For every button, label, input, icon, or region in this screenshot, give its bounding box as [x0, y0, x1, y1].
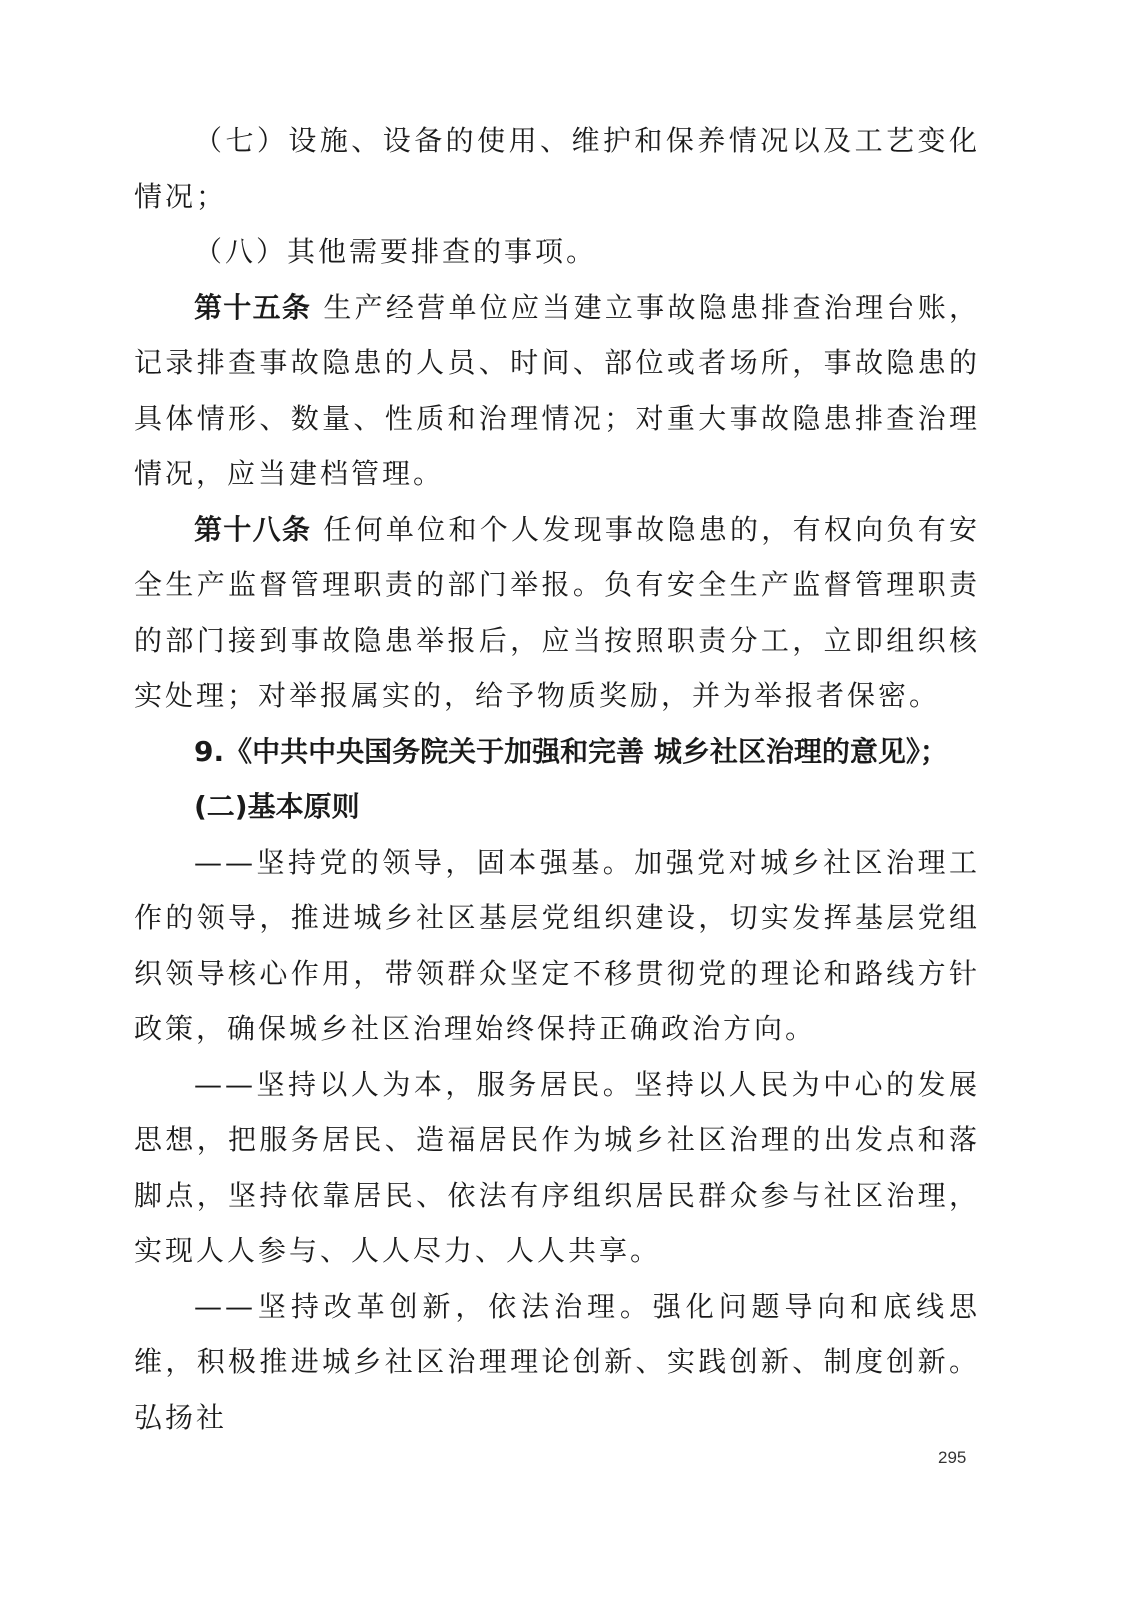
paragraph-text: （七）设施、设备的使用、维护和保养情况以及工艺变化情况； — [134, 124, 980, 213]
article-18 — [134, 502, 980, 724]
paragraph-text: （八）其他需要排查的事项。 — [194, 235, 598, 268]
paragraph-item-8 — [134, 224, 980, 280]
principle-paragraph — [134, 1057, 980, 1279]
section-heading: (二)基本原则 — [194, 790, 360, 823]
page-body — [134, 113, 980, 1445]
document-title-heading: 9.《中共中央国务院关于加强和完善 城乡社区治理的意见》； — [194, 734, 948, 768]
article-heading: 第十五条 — [194, 290, 312, 324]
paragraph-text: ——坚持以人为本，服务居民。坚持以人民为中心的发展思想，把服务居民、造福居民作为城乡社区治理的出发点和落脚点，坚持依靠居民、依法有序组织居民群众参与社区治理，实现人人参与、人人尽力、人人共享。 — [134, 1067, 980, 1267]
principle-paragraph — [134, 1279, 980, 1446]
page-number: 295 — [938, 1448, 967, 1467]
paragraph-text: ——坚持党的领导，固本强基。加强党对城乡社区治理工作的领导，推进城乡社区基层党组织建设，切实发挥基层党组织领导核心作用，带领群众坚定不移贯彻党的理论和路线方针政策，确保城乡社区治理始终保持正确政治方向。 — [134, 845, 980, 1045]
principle-paragraph — [134, 835, 980, 1057]
article-text: 生产经营单位应当建立事故隐患排查治理台账，记录排查事故隐患的人员、时间、部位或者场所，事故隐患的具体情形、数量、性质和治理情况；对重大事故隐患排查治理情况，应当建档管理。 — [134, 290, 980, 490]
article-heading: 第十八条 — [194, 512, 312, 546]
paragraph-item-7 — [134, 113, 980, 224]
article-text: 任何单位和个人发现事故隐患的，有权向负有安全生产监督管理职责的部门举报。负有安全生产监督管理职责的部门接到事故隐患举报后，应当按照职责分工，立即组织核实处理；对举报属实的，给予物质奖励，并为举报者保密。 — [134, 512, 980, 712]
article-15 — [134, 280, 980, 502]
paragraph-text: ——坚持改革创新，依法治理。强化问题导向和底线思维，积极推进城乡社区治理理论创新、实践创新、制度创新。弘扬社 — [134, 1289, 980, 1434]
